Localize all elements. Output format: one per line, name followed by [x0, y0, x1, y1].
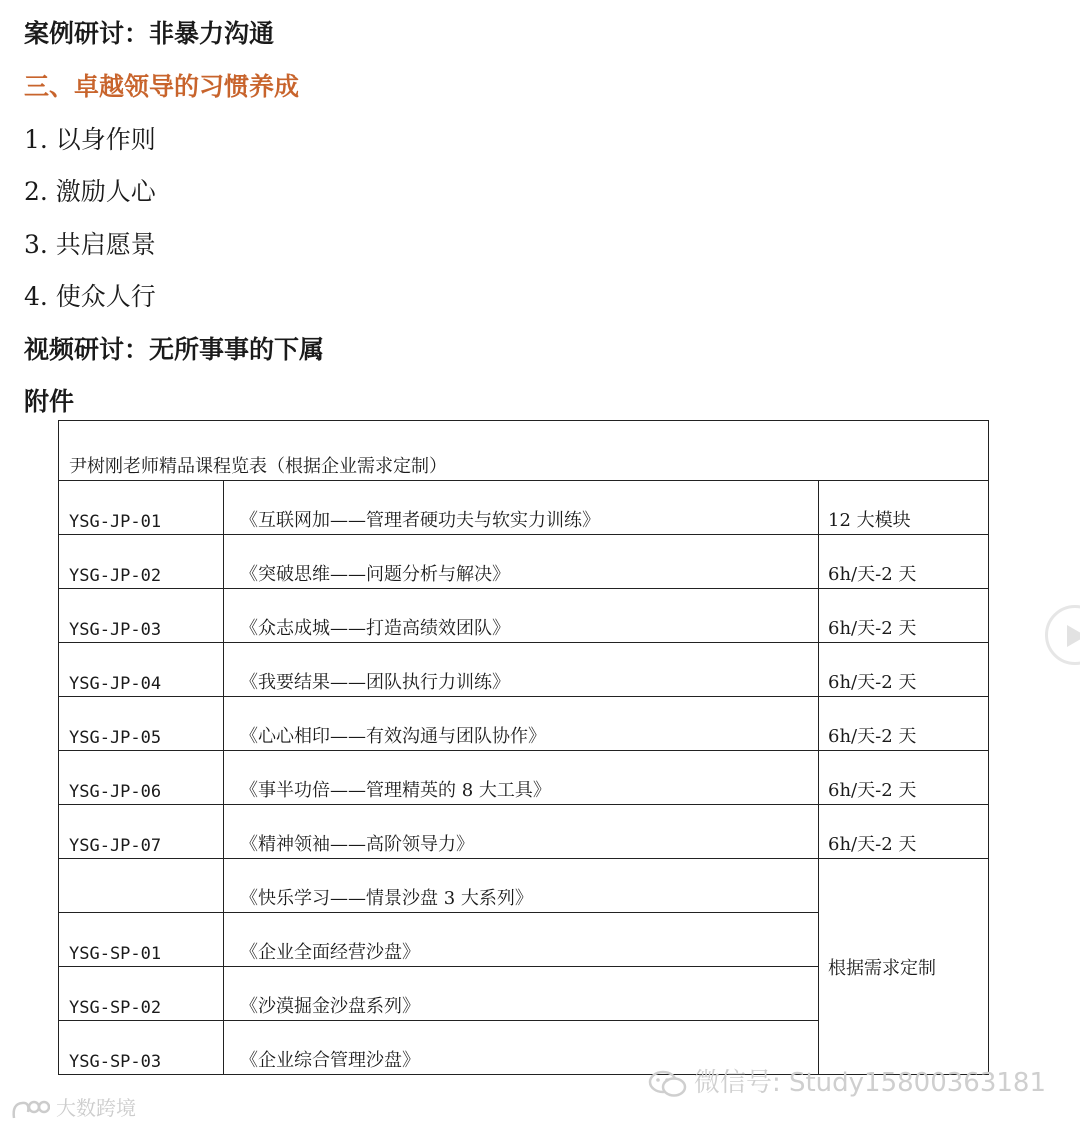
sandbox-series-title: 《快乐学习——情景沙盘 3 大系列》 [224, 859, 819, 913]
table-row [59, 535, 989, 589]
list-item-2: 2. 激励人心 [24, 177, 156, 206]
table-title: 尹树刚老师精品课程览表（根据企业需求定制） [59, 421, 989, 481]
course-code: YSG-SP-01 [59, 913, 224, 967]
table-row [59, 751, 989, 805]
course-name: 《沙漠掘金沙盘系列》 [224, 967, 819, 1021]
course-code: YSG-JP-07 [59, 805, 224, 859]
sandbox-header-row [59, 859, 989, 913]
video-study-line: 视频研讨：无所事事的下属 [24, 335, 325, 364]
wechat-watermark [648, 1062, 1046, 1099]
brand-watermark [10, 1092, 136, 1122]
wechat-icon [648, 1069, 688, 1099]
course-code: YSG-JP-03 [59, 589, 224, 643]
course-code: YSG-JP-06 [59, 751, 224, 805]
course-duration: 6h/天-2 天 [819, 535, 989, 589]
course-code: YSG-JP-04 [59, 643, 224, 697]
course-code: YSG-JP-05 [59, 697, 224, 751]
table-row [59, 589, 989, 643]
course-code: YSG-JP-01 [59, 481, 224, 535]
brand-name-text: 大数跨境 [56, 1096, 136, 1120]
course-code: YSG-SP-02 [59, 967, 224, 1021]
list-item-3: 3. 共启愿景 [24, 230, 156, 259]
course-name: 《众志成城——打造高绩效团队》 [224, 589, 819, 643]
course-duration: 6h/天-2 天 [819, 805, 989, 859]
sandbox-header-code [59, 859, 224, 913]
table-row [59, 643, 989, 697]
sandbox-duration: 根据需求定制 [819, 859, 989, 1075]
table-row [59, 697, 989, 751]
course-duration: 6h/天-2 天 [819, 697, 989, 751]
list-item-4: 4. 使众人行 [24, 282, 156, 311]
course-name: 《事半功倍——管理精英的 8 大工具》 [224, 751, 819, 805]
wechat-id-text: 微信号: Study15800363181 [693, 1068, 1046, 1098]
course-duration: 6h/天-2 天 [819, 751, 989, 805]
course-duration: 6h/天-2 天 [819, 589, 989, 643]
course-code: YSG-JP-02 [59, 535, 224, 589]
course-name: 《企业综合管理沙盘》 [224, 1021, 819, 1075]
course-name: 《我要结果——团队执行力训练》 [224, 643, 819, 697]
play-button[interactable] [1045, 605, 1080, 665]
course-code: YSG-SP-03 [59, 1021, 224, 1075]
table-row [59, 481, 989, 535]
course-duration: 6h/天-2 天 [819, 643, 989, 697]
course-name: 《心心相印——有效沟通与团队协作》 [224, 697, 819, 751]
attachment-label: 附件 [24, 387, 75, 416]
course-name: 《企业全面经营沙盘》 [224, 913, 819, 967]
course-name: 《突破思维——问题分析与解决》 [224, 535, 819, 589]
course-name: 《精神领袖——高阶领导力》 [224, 805, 819, 859]
list-item-1: 1. 以身作则 [24, 125, 156, 154]
course-table [58, 420, 989, 1075]
case-study-line: 案例研讨：非暴力沟通 [24, 19, 275, 48]
table-row [59, 805, 989, 859]
course-duration: 12 大模块 [819, 481, 989, 535]
table-title-row [59, 421, 989, 481]
play-icon [1064, 623, 1080, 649]
brand-logo-icon [10, 1098, 50, 1122]
section-heading: 三、卓越领导的习惯养成 [24, 72, 300, 101]
course-name: 《互联网加——管理者硬功夫与软实力训练》 [224, 481, 819, 535]
